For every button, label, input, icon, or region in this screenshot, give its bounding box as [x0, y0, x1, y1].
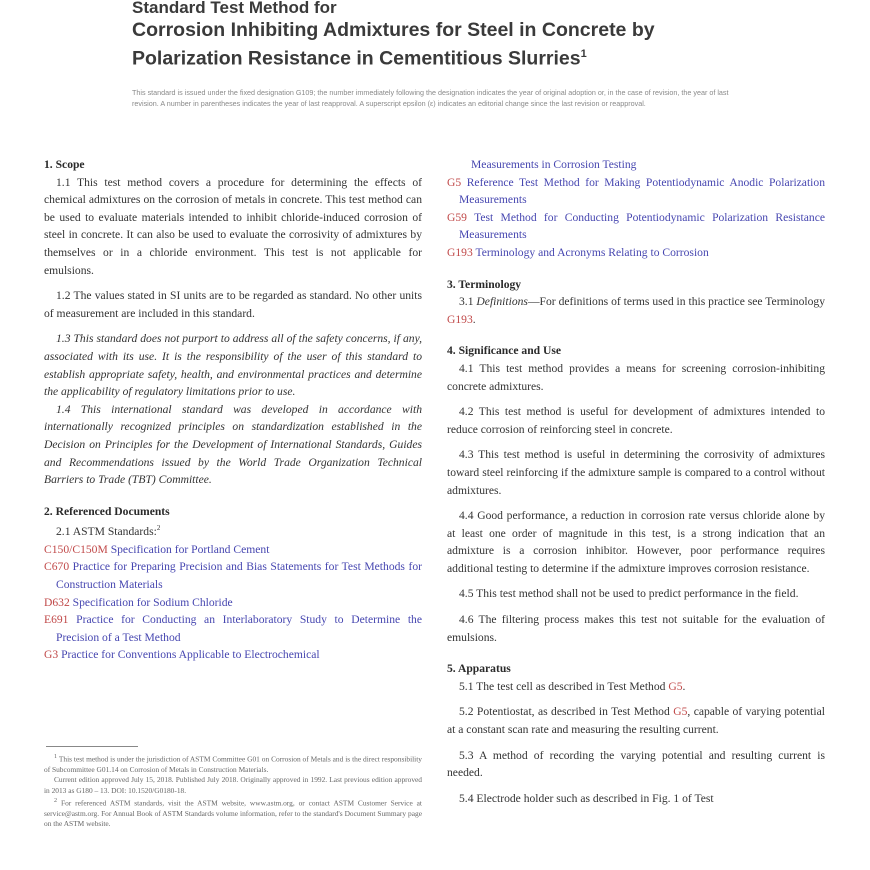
section-heading-referenced-documents: 2. Referenced Documents: [44, 504, 170, 518]
paragraph-5-3: 5.3 A method of recording the varying potential and resulting current is needed.: [447, 748, 825, 780]
reference-code-link[interactable]: G193: [447, 312, 473, 326]
reference-link[interactable]: C670 Practice for Preparing Precision and Bias Statements for Test Methods for Construction Materials: [44, 560, 422, 591]
paragraph-4-5: 4.5 This test method shall not be used to predict performance in the field.: [459, 587, 799, 601]
footnote-1: $^1$ This test method is under the jurisdiction of ASTM Committee G01 on Corrosion of Metals and is the direct responsibility of Subcommittee G01.14 on Corrosion of Metals in Construction Materials.: [44, 754, 422, 774]
reference-link[interactable]: C150/C150M Specification for Portland Cement: [44, 542, 270, 556]
paragraph-1-3: 1.3 This standard does not purport to address all of the safety concerns, if any, associated with its use. It is the responsibility of the user of this standard to establish appropriate safety, health, and environmental practices and determine the applicability of regulatory limitations prior to use.: [44, 332, 422, 399]
footnote-divider: [46, 746, 138, 747]
footnote-edition: Current edition approved July 15, 2018. Published July 2018. Originally approved in 1992. Last previous edition approved in 2013 as G180 – 13. DOI: 10.1520/G0180-18.: [44, 775, 422, 795]
reference-code-link[interactable]: G5: [673, 705, 688, 719]
title-line-1: Standard Test Method for: [132, 0, 337, 17]
reference-link-continued[interactable]: Measurements in Corrosion Testing: [471, 158, 637, 171]
paragraph-1-1: 1.1 This test method covers a procedure for determining the effects of chemical admixtures on the corrosion of metals in concrete. This test method can be used to evaluate materials intended to inhibit chloride-induced corrosion of steel in concrete. It can also be used to evaluate the corrosivity of admixtures by themselves or in a chloride environment. This test is not applicable for emulsions.: [44, 175, 422, 277]
paragraph-3-1: 3.1 Definitions—For definitions of terms used in this practice see Terminology G193.: [447, 295, 826, 326]
paragraph-4-1: 4.1 This test method provides a means for screening corrosion-inhibiting concrete admixtures.: [447, 361, 825, 393]
title-line-2: Corrosion Inhibiting Admixtures for Steel in Concrete by: [132, 19, 655, 41]
reference-link[interactable]: G3 Practice for Conventions Applicable to Electrochemical: [44, 648, 320, 662]
left-column: [44, 156, 422, 664]
reference-link[interactable]: G5 Reference Test Method for Making Potentiodynamic Anodic Polarization Measurements: [447, 175, 825, 207]
paragraph-1-4: 1.4 This international standard was developed in accordance with internationally recognized principles on standardization established in the Decision on Principles for the Development of International Standards, Guides and Recommendations issued by the World Trade Organization Technical Barriers to Trade (TBT) Committee.: [44, 402, 422, 487]
document-title: [132, 0, 772, 71]
section-heading-significance: 4. Significance and Use: [447, 344, 562, 358]
section-heading-terminology: 3. Terminology: [447, 277, 522, 291]
reference-link[interactable]: D632 Specification for Sodium Chloride: [44, 595, 233, 609]
paragraph-4-6: 4.6 The filtering process makes this test not suitable for the evaluation of emulsions.: [447, 613, 825, 644]
reference-link[interactable]: G193 Terminology and Acronyms Relating to Corrosion: [447, 245, 709, 259]
footnote-2: $^2$ For referenced ASTM standards, visit the ASTM website, www.astm.org, or contact ASTM Customer Service at service@astm.org. For Annual Book of ASTM Standards volume information, refer to the standard's Document Summary page on the ASTM website.: [44, 798, 422, 829]
paragraph-4-3: 4.3 This test method is useful in determining the corrosivity of admixtures toward steel reinforcing if the admixture sample is compared to a control without admixtures.: [447, 448, 825, 497]
footnotes: [44, 752, 422, 830]
paragraph-1-2: 1.2 The values stated in SI units are to be regarded as standard. No other units of measurement are included in this standard.: [44, 289, 422, 320]
reference-link[interactable]: G59 Test Method for Conducting Potentiodynamic Polarization Resistance Measurements: [447, 210, 825, 242]
paragraph-4-4: 4.4 Good performance, a reduction in corrosion rate versus chloride alone by at least one order of magnitude in this test, is a strong indication that an admixture is a corrosion inhibitor. However, poor performance requires additional testing to determine if the admixture improves corrosion resistance.: [447, 509, 825, 575]
paragraph-5-1: 5.1 The test cell as described in Test Method G5.: [459, 679, 686, 693]
designation-notice: This standard is issued under the fixed designation G109; the number immediately following the designation indicates the year of original adoption or, in the case of revision, the year of last revision. A number in parentheses indicates the year of last reapproval. A superscript epsilon (ε) indicates an editorial change since the last revision or reapproval.: [132, 88, 729, 108]
reference-link[interactable]: E691 Practice for Conducting an Interlaboratory Study to Determine the Precision of a Test Method: [44, 613, 422, 644]
paragraph-2-1: 2.1 ASTM Standards:$^2$: [56, 524, 161, 539]
right-column: [447, 156, 825, 807]
reference-code-link[interactable]: G5: [668, 679, 683, 693]
title-footnote-mark: 1: [580, 48, 587, 60]
paragraph-5-4: 5.4 Electrode holder such as described in Fig. 1 of Test: [459, 791, 714, 805]
paragraph-4-2: 4.2 This test method is useful for development of admixtures intended to reduce corrosion of reinforcing steel in concrete.: [447, 405, 825, 436]
paragraph-5-2: 5.2 Potentiostat, as described in Test Method G5, capable of varying potential at a constant scan rate and measuring the resulting current.: [447, 705, 825, 737]
title-line-3: Polarization Resistance in Cementitious Slurries$^1$: [132, 47, 587, 70]
section-heading-apparatus: 5. Apparatus: [447, 662, 511, 676]
section-heading-scope: 1. Scope: [44, 158, 85, 171]
